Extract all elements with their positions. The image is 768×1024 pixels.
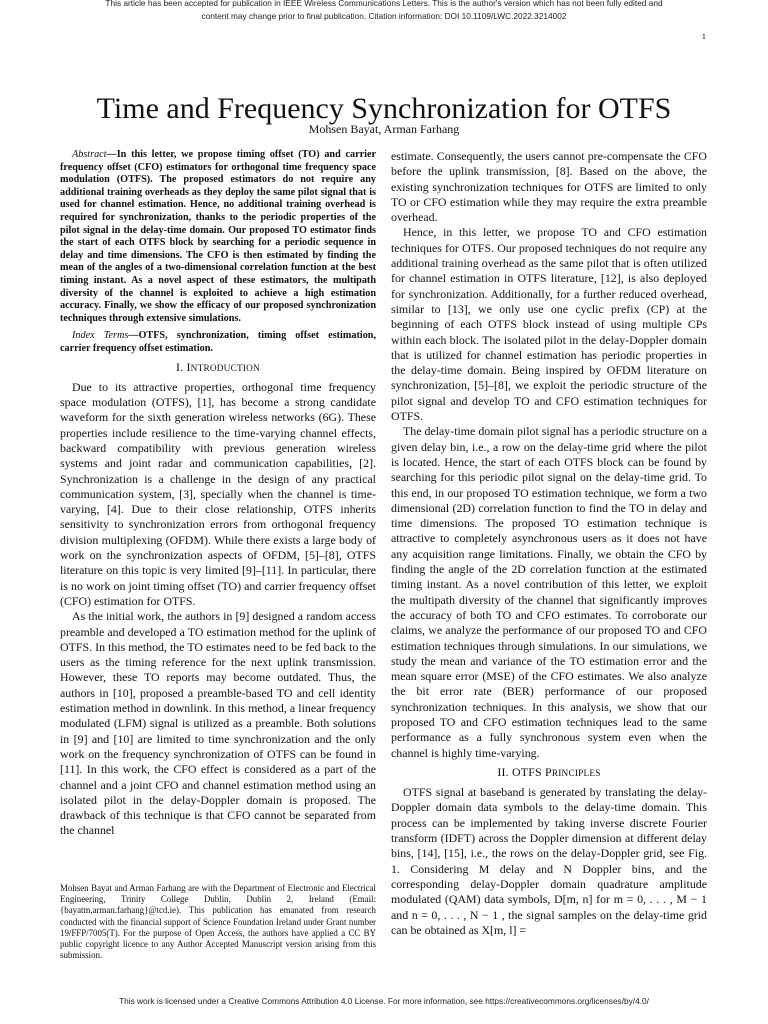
abstract-label: Abstract [72,149,107,160]
left-column [60,149,376,839]
paper-authors: Mohsen Bayat, Arman Farhang [308,122,460,136]
principles-paragraph-1: OTFS signal at baseband is generated by translating the delay-Doppler domain data symbols to the delay-time domain. This process can be implemented by taking inverse discrete Fourier transform (IDFT) across the Doppler dimension at different delay bins, [14], [15], i.e., the rows on the delay-Doppler grid, see Fig. 1. Considering M delay and N Doppler bins, and the corresponding delay-Doppler domain quadrature amplitude modulated (QAM) data symbols, D[m, n] for m = 0, . . . , M − 1 and n = 0, . . . , N − 1 , the signal samples on the delay-time grid can be obtained as X[m, l] = [391,785,707,937]
intro-paragraph-1: Due to its attractive properties, orthogonal time frequency space modulation (OTFS), [1], has become a strong candidate waveform for the sixth generation wireless networks (6G). These properties include resilience to the time-varying channel effects, backward compatibility with previous generation wireless systems and joint radar and communication capabilities, [2]. Synchronization is a challenge in the design of any practical communication system, [3], specially when the channel is time-varying, [4]. Due to their close relationship, OTFS inherits sensitivity to synchronization errors from orthogonal frequency division multiplexing (OFDM). While there exists a large body of work on the synchronization aspects of OFDM, [5]–[8], OTFS literature on this topic is very limited [9]–[11]. In particular, there is no work on joint timing offset (TO) and carrier frequency offset (CFO) estimation for OTFS. [60,379,376,608]
publication-notice [0,0,768,22]
section-heading-introduction: I. INTRODUCTION [175,359,260,374]
notice-line-2: content may change prior to final publication. Citation information: DOI 10.1109/LWC.2022.3214002 [201,10,567,21]
intro-paragraph-4: Hence, in this letter, we propose TO and CFO estimation techniques for OTFS. Our proposed techniques do not require any additional training overhead as the same pilot that is often utilized for channel estimation in OTFS literature, [12], is also deployed for synchronization. Additionally, for a further reduced overhead, similar to [13], we only use one cyclic prefix (CP) at the beginning of each OTFS block instead of using multiple CPs within each block. The isolated pilot in the delay-Doppler domain that is utilized for channel estimation has periodic properties in the delay-time domain. Being inspired by OFDM literature on synchronization, [5]–[8], we exploit the periodic structure of the pilot signal and develop TO and CFO estimation techniques for OTFS. [391,225,707,424]
index-terms [60,330,376,355]
intro-paragraph-3: estimate. Consequently, the users cannot pre-compensate the CFO before the uplink transmission, [8]. Based on the above, the existing synchronization techniques for OTFS are limited to only TO or CFO estimation while they may require the extra preamble overhead. [391,149,707,225]
intro-paragraph-5: The delay-time domain pilot signal has a periodic structure on a given delay bin, i.e., a row on the delay-time grid where the pilot is located. Hence, the start of each OTFS block can be found by searching for this periodic pilot signal on the delay-time grid. To this end, in our proposed TO estimation technique, we form a two dimensional (2D) correlation function to find the TO in delay and time dimensions. The proposed TO estimation technique is attractive to completely asynchronous users as it does not have any acquisition range limitations. Finally, we obtain the CFO by finding the angle of the 2D correlation function at the estimated timing instant. As a novel contribution of this letter, we exploit the multipath diversity of the channel that significantly improves the accuracy of both TO and CFO estimates. To corroborate our claims, we analyze the performance of our proposed TO and CFO estimation techniques through simulations. In our simulations, we study the mean and variance of the TO estimation error and the mean square error (MSE) of the CFO estimates. We also analyze the bit error rate (BER) performance of our proposed synchronization techniques. In this analysis, we show that our proposed TO and CFO estimation techniques lead to the same performance as a fully synchronous system even when the channel is highly time-varying. [391,424,707,760]
page-number: 1 [701,31,706,41]
author-footnote: Mohsen Bayat and Arman Farhang are with the Department of Electronic and Electrical Engineering, Trinity College Dublin, Dublin 2, Ireland (Email: {bayatm,arman.farhang}@tcd.ie). This publication has emanated from research conducted with the financial support of Science Foundation Ireland under Grant number 19/FFP/7005(T). For the purpose of Open Access, the authors have applied a CC BY public copyright licence to any Author Accepted Manuscript version arising from this submission. [60,883,376,961]
section-heading-otfs-principles: II. OTFS PRINCIPLES [497,764,601,779]
abstract [60,149,376,325]
index-terms-text: —OTFS, synchronization, timing offset estimation, carrier frequency offset estimation. [60,330,376,354]
intro-paragraph-2: As the initial work, the authors in [9] designed a random access preamble and developed a TO estimation method for the uplink of OTFS. In this method, the TO estimates need to be fed back to the users as the timing reference for the next uplink transmission. However, these TO reports may become outdated. Thus, the authors in [10], proposed a preamble-based TO and cell identity estimation method in downlink. In this method, a linear frequency modulated (LFM) signal is utilized as a preamble. Both solutions in [9] and [10] are limited to time synchronization and the only work on the frequency synchronization of OTFS can be found in [11]. In this work, the CFO effect is considered as a part of the channel and a joint CFO and channel estimation method using an isolated pilot in the delay-Doppler domain is proposed. The drawback of this technique is that CFO cannot be separated from the channel [60,609,376,838]
license-footer: This work is licensed under a Creative Commons Attribution 4.0 License. For more information, see https://creativecommons.org/licenses/by/4.0/ [119,996,649,1006]
abstract-text: —In this letter, we propose timing offset (TO) and carrier frequency offset (CFO) estimators for orthogonal time frequency space modulation (OTFS). The proposed estimators do not require any additional training overheads as they deploy the same pilot signal that is used for channel estimation. Hence, no additional training overhead is required for synchronization, thanks to the periodic properties of the pilot signal in the delay-time domain. Our proposed TO estimator finds the start of each OTFS block by searching for a periodic sequence in delay and time dimensions. The CFO is then estimated by finding the mean of the angles of a two-dimensional correlation function at the best timing instant. As a novel aspect of these estimators, the multipath diversity of the channel is exploited to achieve a high estimation accuracy. Finally, we show the efficacy of our proposed synchronization techniques through extensive simulations. [60,149,376,324]
paper-title: Time and Frequency Synchronization for OTFS [96,92,672,126]
notice-line-1: This article has been accepted for publication in IEEE Wireless Communications Letters. This is the author's version which has not been fully edited and [105,0,663,8]
right-column [391,149,707,938]
index-terms-label: Index Terms [72,330,129,342]
